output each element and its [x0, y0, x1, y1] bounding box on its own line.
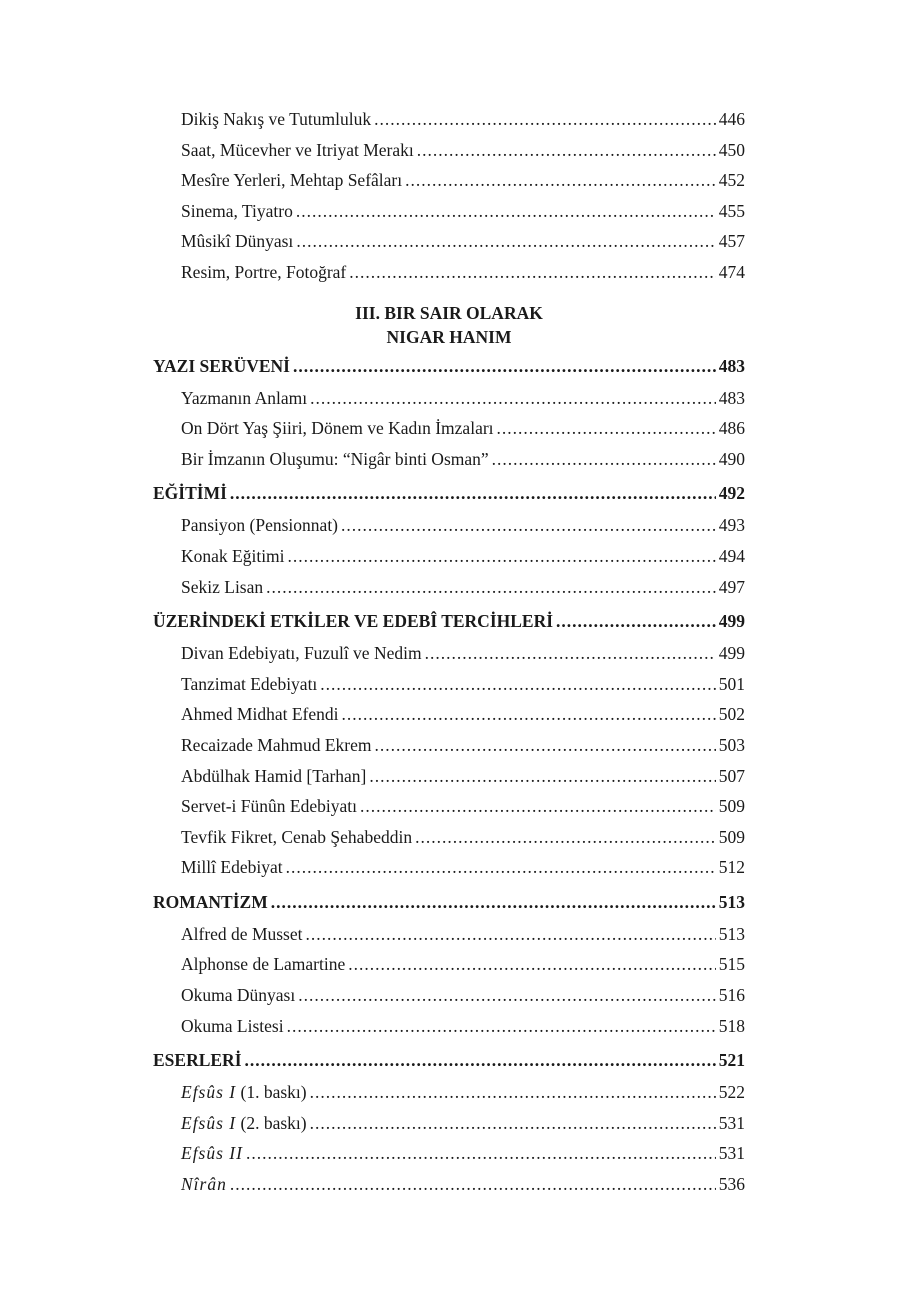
entry-title: Okuma Dünyası — [181, 985, 296, 1006]
dot-leader — [287, 1015, 716, 1037]
dot-leader — [310, 1112, 716, 1134]
entry-title: Sinema, Tiyatro — [181, 200, 293, 221]
dot-leader — [245, 1049, 716, 1071]
dot-leader — [310, 1081, 716, 1103]
entry-page: 499 — [718, 643, 745, 664]
dot-leader — [492, 448, 716, 470]
entry-page: 493 — [718, 515, 745, 536]
dot-leader — [374, 108, 716, 130]
dot-leader — [360, 795, 716, 817]
entry-title: Alfred de Musset — [181, 923, 303, 944]
toc-entry — [153, 703, 745, 734]
toc-entry — [153, 230, 745, 261]
toc-entry — [153, 387, 745, 418]
entry-title: Konak Eğitimi — [181, 545, 285, 566]
entry-title: Resim, Portre, Fotoğraf — [181, 261, 347, 282]
toc-entry — [153, 545, 745, 576]
dot-leader — [288, 545, 716, 567]
entry-title: Millî Edebiyat — [181, 857, 283, 878]
entry-title: Okuma Listesi — [181, 1015, 284, 1036]
entry-title: Pansiyon (Pensionnat) — [181, 515, 339, 536]
dot-leader — [349, 261, 715, 283]
entry-page: 512 — [718, 857, 745, 878]
entry-title: Ahmed Midhat Efendi — [181, 704, 339, 725]
entry-page: 457 — [718, 231, 745, 252]
table-of-contents — [153, 108, 745, 1204]
toc-entry — [153, 1081, 745, 1112]
entry-page: 497 — [718, 576, 745, 597]
dot-leader — [374, 734, 715, 756]
entry-page: 452 — [718, 170, 745, 191]
toc-entry — [153, 514, 745, 545]
toc-entry — [153, 765, 745, 796]
toc-chapter — [153, 482, 745, 514]
entry-title: Tanzimat Edebiyatı — [181, 673, 318, 694]
entry-page: 531 — [718, 1112, 745, 1133]
dot-leader — [556, 610, 716, 632]
toc-chapter — [153, 891, 745, 923]
dot-leader — [405, 169, 716, 191]
dot-leader — [230, 482, 716, 504]
entry-title: Divan Edebiyatı, Fuzulî ve Nedim — [181, 643, 422, 664]
dot-leader — [417, 139, 716, 161]
toc-entry — [153, 169, 745, 200]
dot-leader — [306, 923, 716, 945]
entry-page: 502 — [718, 704, 745, 725]
section-heading-line1: III. BIR SAIR OLARAK — [355, 302, 543, 323]
entry-title — [181, 1081, 307, 1103]
entry-title: Bir İmzanın Oluşumu: “Nigâr binti Osman” — [181, 448, 489, 469]
dot-leader — [293, 355, 716, 377]
dot-leader — [369, 765, 715, 787]
chapter-title: ÜZERİNDEKİ ETKİLER VE EDEBÎ TERCİHLERİ — [153, 611, 554, 632]
entry-page: 522 — [718, 1082, 745, 1103]
entry-title: Mesîre Yerleri, Mehtap Sefâları — [181, 170, 403, 191]
toc-chapter — [153, 610, 745, 642]
chapter-page: 513 — [718, 891, 745, 912]
entry-page: 494 — [718, 545, 745, 566]
toc-chapter — [153, 355, 745, 387]
entry-page: 490 — [718, 448, 745, 469]
dot-leader — [341, 703, 715, 725]
toc-entry — [153, 576, 745, 607]
toc-entry — [153, 139, 745, 170]
section-heading — [153, 301, 745, 349]
chapter-page: 499 — [718, 611, 745, 632]
entry-title — [181, 1173, 227, 1195]
entry-title: Sekiz Lisan — [181, 576, 264, 597]
toc-entry — [153, 856, 745, 887]
dot-leader — [341, 514, 716, 536]
toc-entry — [153, 448, 745, 479]
entry-page: 515 — [718, 954, 745, 975]
entry-title: On Dört Yaş Şiiri, Dönem ve Kadın İmzaları — [181, 418, 494, 439]
toc-entry — [153, 261, 745, 292]
entry-page: 450 — [718, 139, 745, 160]
entry-page: 513 — [718, 923, 745, 944]
entry-page: 486 — [718, 418, 745, 439]
entry-title: Abdülhak Hamid [Tarhan] — [181, 765, 367, 786]
work-title: Efsûs I — [181, 1112, 237, 1133]
chapter-title: YAZI SERÜVENİ — [153, 355, 290, 376]
entry-title: Servet-i Fünûn Edebiyatı — [181, 796, 357, 817]
entry-page: 455 — [718, 200, 745, 221]
dot-leader — [246, 1142, 716, 1164]
entry-title: Tevfik Fikret, Cenab Şehabeddin — [181, 826, 413, 847]
toc-entry — [153, 417, 745, 448]
entry-title: Yazmanın Anlamı — [181, 387, 308, 408]
dot-leader — [310, 387, 716, 409]
chapter-page: 492 — [718, 483, 745, 504]
edition-note: (2. baskı) — [236, 1112, 307, 1133]
dot-leader — [497, 417, 716, 439]
entry-page: 446 — [718, 109, 745, 129]
toc-entry — [153, 673, 745, 704]
edition-note: (1. baskı) — [236, 1082, 307, 1103]
entry-title — [181, 1112, 307, 1134]
toc-entry — [153, 1142, 745, 1173]
toc-entry — [153, 923, 745, 954]
work-title: Nîrân — [181, 1174, 227, 1195]
chapter-page: 483 — [718, 355, 745, 376]
entry-page: 536 — [718, 1174, 745, 1195]
toc-chapter — [153, 1049, 745, 1081]
chapter-page: 521 — [718, 1050, 745, 1071]
dot-leader — [296, 200, 716, 222]
chapter-title: EĞİTİMİ — [153, 483, 227, 504]
entry-page: 531 — [718, 1143, 745, 1164]
entry-page: 483 — [718, 387, 745, 408]
dot-leader — [266, 576, 716, 598]
toc-entry — [153, 200, 745, 231]
work-title: Efsûs II — [181, 1143, 243, 1164]
entry-page: 507 — [718, 765, 745, 786]
dot-leader — [425, 642, 716, 664]
entry-page: 516 — [718, 985, 745, 1006]
dot-leader — [296, 230, 715, 252]
toc-entry — [153, 642, 745, 673]
dot-leader — [286, 856, 716, 878]
toc-entry — [153, 826, 745, 857]
dot-leader — [298, 984, 716, 1006]
dot-leader — [415, 826, 716, 848]
entry-title: Alphonse de Lamartine — [181, 954, 346, 975]
dot-leader — [320, 673, 715, 695]
chapter-title: ESERLERİ — [153, 1050, 242, 1071]
dot-leader — [348, 953, 715, 975]
dot-leader — [271, 891, 716, 913]
entry-page: 509 — [718, 796, 745, 817]
entry-title: Recaizade Mahmud Ekrem — [181, 734, 372, 755]
chapter-title: ROMANTİZM — [153, 891, 268, 912]
work-title: Efsûs I — [181, 1082, 237, 1103]
entry-title: Saat, Mücevher ve Itriyat Merakı — [181, 139, 414, 160]
toc-entry — [153, 795, 745, 826]
toc-entry — [153, 984, 745, 1015]
section-heading-line2: NIGAR HANIM — [386, 326, 512, 347]
entry-title — [181, 1142, 243, 1164]
toc-entry — [153, 1015, 745, 1046]
dot-leader — [230, 1173, 716, 1195]
toc-entry — [153, 108, 745, 139]
entry-title: Mûsikî Dünyası — [181, 231, 294, 252]
entry-page: 518 — [718, 1015, 745, 1036]
toc-entry — [153, 734, 745, 765]
toc-entry — [153, 953, 745, 984]
toc-entry — [153, 1173, 745, 1204]
entry-page: 503 — [718, 734, 745, 755]
entry-page: 474 — [718, 261, 745, 282]
entry-title: Dikiş Nakış ve Tutumluluk — [181, 109, 372, 129]
entry-page: 509 — [718, 826, 745, 847]
toc-entry — [153, 1112, 745, 1143]
toc-group-top — [153, 108, 745, 292]
entry-page: 501 — [718, 673, 745, 694]
